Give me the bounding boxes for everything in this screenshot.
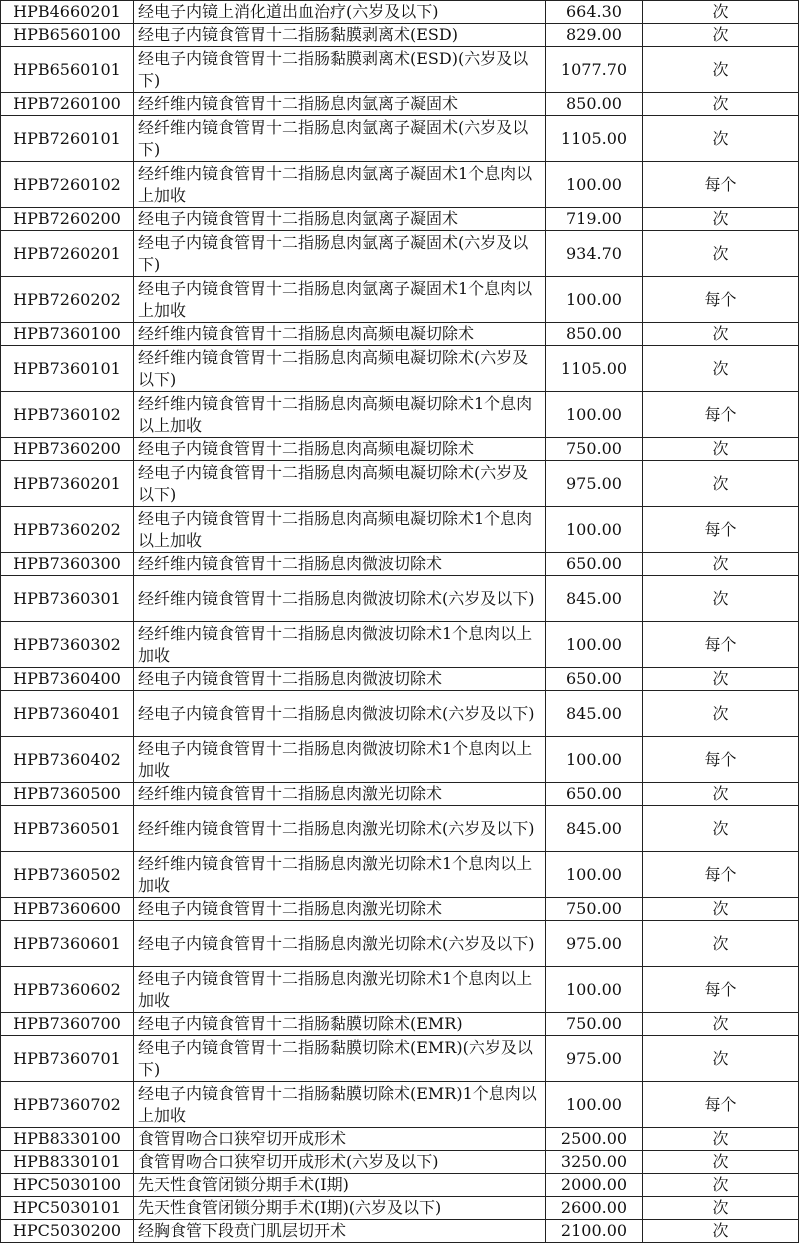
item-name-cell: 经电子内镜食管胃十二指肠息肉激光切除术: [134, 898, 546, 921]
item-unit-cell: 次: [643, 323, 799, 346]
item-unit-cell: 次: [643, 461, 799, 507]
item-name-cell: 经纤维内镜食管胃十二指肠息肉微波切除术1个息肉以上加收: [134, 622, 546, 668]
table-row: [1, 691, 799, 737]
item-name-cell: 经纤维内镜食管胃十二指肠息肉激光切除术1个息肉以上加收: [134, 852, 546, 898]
item-name-cell: 经电子内镜食管胃十二指肠黏膜切除术(EMR)1个息肉以上加收: [134, 1082, 546, 1128]
item-name-cell: 经纤维内镜食管胃十二指肠息肉氩离子凝固术(六岁及以下): [134, 116, 546, 162]
table-row: [1, 162, 799, 208]
item-code-cell: HPB7360701: [1, 1036, 134, 1082]
item-price-cell: 100.00: [546, 967, 643, 1013]
item-code-cell: HPB7360402: [1, 737, 134, 783]
item-unit-cell: 次: [643, 1220, 799, 1243]
item-unit-cell: 每个: [643, 967, 799, 1013]
item-unit-cell: 每个: [643, 1082, 799, 1128]
item-price-cell: 3250.00: [546, 1151, 643, 1174]
item-price-cell: 719.00: [546, 208, 643, 231]
table-row: [1, 1036, 799, 1082]
item-price-cell: 975.00: [546, 921, 643, 967]
table-row: [1, 553, 799, 576]
item-price-cell: 1105.00: [546, 116, 643, 162]
item-name-cell: 经电子内镜食管胃十二指肠息肉氩离子凝固术(六岁及以下): [134, 231, 546, 277]
item-price-cell: 100.00: [546, 162, 643, 208]
item-code-cell: HPB7360202: [1, 507, 134, 553]
table-row: [1, 277, 799, 323]
item-name-cell: 经电子内镜食管胃十二指肠黏膜剥离术(ESD)(六岁及以下): [134, 47, 546, 93]
item-price-cell: 845.00: [546, 576, 643, 622]
item-code-cell: HPB7360601: [1, 921, 134, 967]
item-code-cell: HPB7360700: [1, 1013, 134, 1036]
item-unit-cell: 次: [643, 1197, 799, 1220]
item-unit-cell: 次: [643, 1, 799, 24]
item-code-cell: HPB7360301: [1, 576, 134, 622]
item-price-cell: 100.00: [546, 852, 643, 898]
item-price-cell: 2000.00: [546, 1174, 643, 1197]
item-unit-cell: 次: [643, 346, 799, 392]
item-code-cell: HPB7360702: [1, 1082, 134, 1128]
item-price-cell: 975.00: [546, 1036, 643, 1082]
item-price-cell: 829.00: [546, 24, 643, 47]
table-row: [1, 852, 799, 898]
item-code-cell: HPB6560100: [1, 24, 134, 47]
item-unit-cell: 次: [643, 1128, 799, 1151]
item-price-cell: 2600.00: [546, 1197, 643, 1220]
table-row: [1, 47, 799, 93]
item-code-cell: HPB7360201: [1, 461, 134, 507]
table-row: [1, 507, 799, 553]
item-name-cell: 经纤维内镜食管胃十二指肠息肉激光切除术(六岁及以下): [134, 806, 546, 852]
item-price-cell: 100.00: [546, 507, 643, 553]
item-code-cell: HPB7360302: [1, 622, 134, 668]
table-row: [1, 461, 799, 507]
item-price-cell: 664.30: [546, 1, 643, 24]
item-code-cell: HPB7260201: [1, 231, 134, 277]
item-unit-cell: 每个: [643, 162, 799, 208]
item-name-cell: 经纤维内镜食管胃十二指肠息肉高频电凝切除术(六岁及以下): [134, 346, 546, 392]
item-code-cell: HPB7360600: [1, 898, 134, 921]
item-code-cell: HPB7360501: [1, 806, 134, 852]
item-unit-cell: 次: [643, 691, 799, 737]
item-unit-cell: 次: [643, 806, 799, 852]
item-code-cell: HPB7260100: [1, 93, 134, 116]
table-row: [1, 438, 799, 461]
table-row: [1, 806, 799, 852]
item-price-cell: 1077.70: [546, 47, 643, 93]
item-price-cell: 934.70: [546, 231, 643, 277]
item-code-cell: HPB7260102: [1, 162, 134, 208]
item-price-cell: 2100.00: [546, 1220, 643, 1243]
table-row: [1, 967, 799, 1013]
item-name-cell: 经电子内镜食管胃十二指肠息肉微波切除术(六岁及以下): [134, 691, 546, 737]
item-name-cell: 经电子内镜食管胃十二指肠息肉氩离子凝固术1个息肉以上加收: [134, 277, 546, 323]
item-name-cell: 经电子内镜食管胃十二指肠息肉氩离子凝固术: [134, 208, 546, 231]
table-row: [1, 93, 799, 116]
item-unit-cell: 次: [643, 576, 799, 622]
item-code-cell: HPB7360602: [1, 967, 134, 1013]
item-price-cell: 975.00: [546, 461, 643, 507]
item-code-cell: HPC5030200: [1, 1220, 134, 1243]
item-name-cell: 经电子内镜食管胃十二指肠息肉高频电凝切除术: [134, 438, 546, 461]
item-name-cell: 经胸食管下段贲门肌层切开术: [134, 1220, 546, 1243]
item-name-cell: 经电子内镜食管胃十二指肠息肉微波切除术: [134, 668, 546, 691]
item-name-cell: 经纤维内镜食管胃十二指肠息肉微波切除术(六岁及以下): [134, 576, 546, 622]
item-price-cell: 750.00: [546, 898, 643, 921]
item-unit-cell: 次: [643, 1151, 799, 1174]
item-price-cell: 750.00: [546, 438, 643, 461]
table-row: [1, 1197, 799, 1220]
item-code-cell: HPB7360100: [1, 323, 134, 346]
item-unit-cell: 次: [643, 231, 799, 277]
item-price-cell: 2500.00: [546, 1128, 643, 1151]
table-row: [1, 1128, 799, 1151]
item-price-cell: 750.00: [546, 1013, 643, 1036]
item-name-cell: 经电子内镜食管胃十二指肠黏膜剥离术(ESD): [134, 24, 546, 47]
item-code-cell: HPC5030100: [1, 1174, 134, 1197]
item-code-cell: HPB7360300: [1, 553, 134, 576]
item-name-cell: 经电子内镜食管胃十二指肠黏膜切除术(EMR)(六岁及以下): [134, 1036, 546, 1082]
item-code-cell: HPB4660201: [1, 1, 134, 24]
item-name-cell: 经纤维内镜食管胃十二指肠息肉高频电凝切除术: [134, 323, 546, 346]
item-name-cell: 经电子内镜食管胃十二指肠息肉高频电凝切除术(六岁及以下): [134, 461, 546, 507]
table-row: [1, 116, 799, 162]
item-name-cell: 经纤维内镜食管胃十二指肠息肉氩离子凝固术1个息肉以上加收: [134, 162, 546, 208]
item-name-cell: 经纤维内镜食管胃十二指肠息肉激光切除术: [134, 783, 546, 806]
item-name-cell: 经电子内镜食管胃十二指肠息肉微波切除术1个息肉以上加收: [134, 737, 546, 783]
item-price-cell: 650.00: [546, 668, 643, 691]
item-code-cell: HPB7360200: [1, 438, 134, 461]
item-price-cell: 845.00: [546, 691, 643, 737]
item-name-cell: 经纤维内镜食管胃十二指肠息肉高频电凝切除术1个息肉以上加收: [134, 392, 546, 438]
table-row: [1, 668, 799, 691]
item-code-cell: HPB6560101: [1, 47, 134, 93]
item-price-cell: 850.00: [546, 323, 643, 346]
item-unit-cell: 次: [643, 1013, 799, 1036]
item-name-cell: 经电子内镜食管胃十二指肠黏膜切除术(EMR): [134, 1013, 546, 1036]
item-price-cell: 100.00: [546, 392, 643, 438]
item-code-cell: HPB8330101: [1, 1151, 134, 1174]
item-price-cell: 845.00: [546, 806, 643, 852]
item-code-cell: HPB7260200: [1, 208, 134, 231]
item-unit-cell: 每个: [643, 507, 799, 553]
table-row: [1, 622, 799, 668]
item-name-cell: 先天性食管闭锁分期手术(I期)(六岁及以下): [134, 1197, 546, 1220]
table-row: [1, 1174, 799, 1197]
table-row: [1, 1151, 799, 1174]
item-name-cell: 经电子内镜上消化道出血治疗(六岁及以下): [134, 1, 546, 24]
item-price-cell: 100.00: [546, 622, 643, 668]
item-unit-cell: 次: [643, 116, 799, 162]
table-row: [1, 1013, 799, 1036]
item-price-cell: 100.00: [546, 277, 643, 323]
table-row: [1, 346, 799, 392]
item-name-cell: 经电子内镜食管胃十二指肠息肉高频电凝切除术1个息肉以上加收: [134, 507, 546, 553]
table-row: [1, 24, 799, 47]
item-unit-cell: 次: [643, 553, 799, 576]
item-code-cell: HPB8330100: [1, 1128, 134, 1151]
table-row: [1, 576, 799, 622]
item-code-cell: HPB7360502: [1, 852, 134, 898]
item-code-cell: HPB7360500: [1, 783, 134, 806]
item-code-cell: HPB7260202: [1, 277, 134, 323]
item-name-cell: 经纤维内镜食管胃十二指肠息肉氩离子凝固术: [134, 93, 546, 116]
table-row: [1, 1, 799, 24]
table-row: [1, 783, 799, 806]
item-name-cell: 经电子内镜食管胃十二指肠息肉激光切除术(六岁及以下): [134, 921, 546, 967]
table-row: [1, 231, 799, 277]
item-name-cell: 食管胃吻合口狭窄切开成形术(六岁及以下): [134, 1151, 546, 1174]
item-price-cell: 850.00: [546, 93, 643, 116]
item-name-cell: 先天性食管闭锁分期手术(I期): [134, 1174, 546, 1197]
table-row: [1, 208, 799, 231]
item-name-cell: 经纤维内镜食管胃十二指肠息肉微波切除术: [134, 553, 546, 576]
item-unit-cell: 次: [643, 921, 799, 967]
item-price-cell: 100.00: [546, 737, 643, 783]
item-unit-cell: 次: [643, 1036, 799, 1082]
item-unit-cell: 次: [643, 93, 799, 116]
table-row: [1, 392, 799, 438]
item-unit-cell: 次: [643, 898, 799, 921]
item-unit-cell: 每个: [643, 622, 799, 668]
item-code-cell: HPB7360400: [1, 668, 134, 691]
item-code-cell: HPB7360101: [1, 346, 134, 392]
item-code-cell: HPB7360401: [1, 691, 134, 737]
item-price-cell: 1105.00: [546, 346, 643, 392]
item-price-cell: 100.00: [546, 1082, 643, 1128]
item-price-cell: 650.00: [546, 783, 643, 806]
item-unit-cell: 次: [643, 24, 799, 47]
item-unit-cell: 次: [643, 47, 799, 93]
item-unit-cell: 次: [643, 668, 799, 691]
table-row: [1, 898, 799, 921]
item-unit-cell: 每个: [643, 737, 799, 783]
item-price-cell: 650.00: [546, 553, 643, 576]
table-row: [1, 1220, 799, 1243]
item-unit-cell: 每个: [643, 392, 799, 438]
table-row: [1, 737, 799, 783]
table-row: [1, 1082, 799, 1128]
item-unit-cell: 次: [643, 783, 799, 806]
item-unit-cell: 次: [643, 438, 799, 461]
item-unit-cell: 每个: [643, 277, 799, 323]
item-name-cell: 经电子内镜食管胃十二指肠息肉激光切除术1个息肉以上加收: [134, 967, 546, 1013]
item-code-cell: HPB7360102: [1, 392, 134, 438]
item-unit-cell: 次: [643, 1174, 799, 1197]
item-unit-cell: 每个: [643, 852, 799, 898]
item-code-cell: HPC5030101: [1, 1197, 134, 1220]
table-row: [1, 323, 799, 346]
item-code-cell: HPB7260101: [1, 116, 134, 162]
item-name-cell: 食管胃吻合口狭窄切开成形术: [134, 1128, 546, 1151]
fee-table-body: [1, 1, 799, 1243]
item-unit-cell: 次: [643, 208, 799, 231]
table-row: [1, 921, 799, 967]
